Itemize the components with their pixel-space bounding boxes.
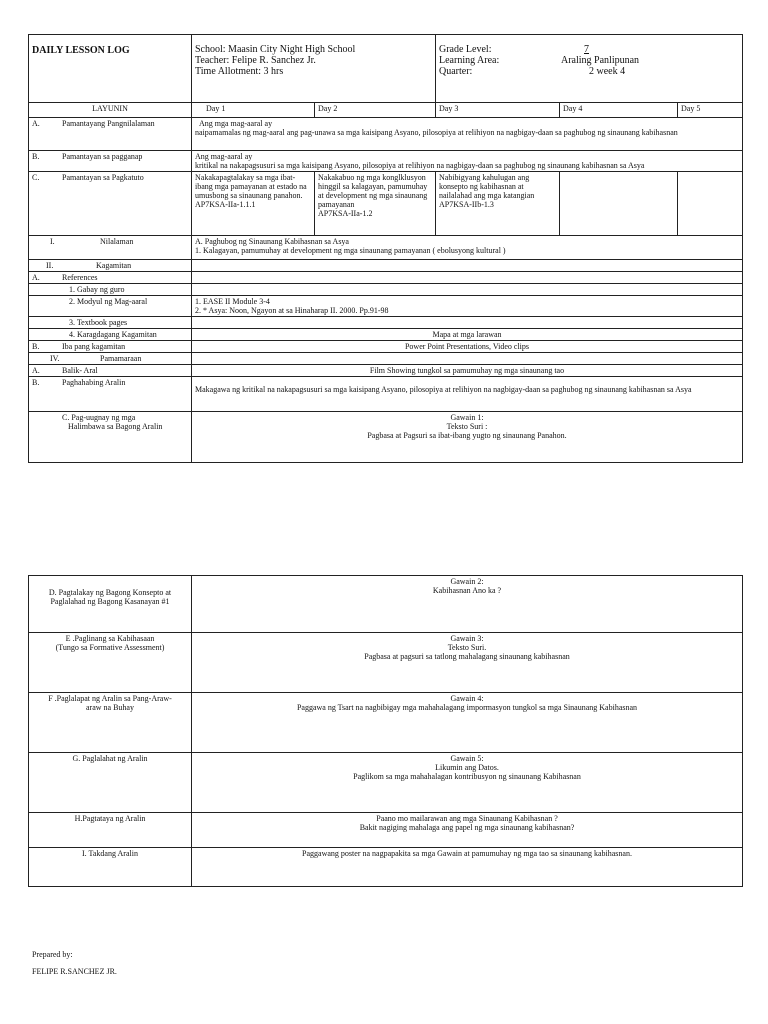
day2-header: Day 2 [315, 103, 436, 118]
quarter-value: 2 week 4 [589, 66, 626, 77]
iba-pang-content: Power Point Presentations, Video clips [192, 341, 743, 353]
row-label-paglalahat: G. Paglalahat ng Aralin [29, 753, 192, 813]
row-label-kagamitan: II. Kagamitan [29, 260, 192, 272]
day1-header: Day 1 [192, 103, 315, 118]
row-label-a: A. Pamantayang Pangnilalaman [29, 118, 192, 151]
pagtataya-content: Paano mo mailarawan ang mga Sinaunang Kabihasnan ? Bakit nagiging mahalaga ang papel ng mga sinaunang kabihasnan? [192, 813, 743, 848]
row-label-paghahabi: B. Paghahabing Aralin [29, 377, 192, 412]
row-label-pag-uugnay: C. Pag-uugnay ng mga Halimbawa sa Bagong Aralin [29, 412, 192, 463]
day3-header: Day 3 [436, 103, 560, 118]
school-name: School: Maasin City Night High School [195, 44, 356, 55]
paghahabi-content: Makagawa ng kritikal na nakapagsusuri sa mga kaisipang Asyano, pilosopiya at relihiyon na nagbigay-daan sa paghubog ng sinaunang kabihasnan sa Asya [192, 377, 743, 412]
layunin-header: LAYUNIN [29, 103, 192, 118]
grade-value: 7 [584, 44, 589, 55]
nilalaman-content: A. Paghubog ng Sinaunang Kabihasnan sa Asya 1. Kalagayan, pamumuhay at development ng mga sinaunang pamayanan ( ebolusyong kultural ) [192, 236, 743, 260]
performance-standard: Ang mag-aaral ay kritikal na nakapagsusuri sa mga kaisipang Asyano, pilosopiya at relihiyon na nagbigay-daan sa paghubog ng sinaunang kabihasnan sa Asya [192, 151, 743, 172]
day5-header: Day 5 [678, 103, 743, 118]
row-label-pagtataya: H.Pagtataya ng Aralin [29, 813, 192, 848]
takdang-aralin-content: Paggawang poster na nagpapakita sa mga Gawain at pamumuhay ng mga tao sa sinaunang kabihasnan. [192, 848, 743, 887]
area-value: Araling Panlipunan [561, 55, 640, 66]
lesson-log-table-continued [28, 575, 743, 887]
row-label-references: A. References [29, 272, 192, 284]
teacher-name: Teacher: Felipe R. Sanchez Jr. [195, 55, 316, 66]
paglalapat-content: Gawain 4: Paggawa ng Tsart na nagbibigay mga mahahalagang impormasyon tungkol sa mga Sinaunang Kabihasnan [192, 693, 743, 753]
time-allotment: Time Allotment: 3 hrs [195, 66, 284, 77]
competency-day3: Nabibigyang kahulugan ang konsepto ng kabihasnan at nailalahad ang mga katangian AP7KSA-IIb-1.3 [436, 172, 560, 236]
prepared-by-label: Prepared by: [32, 950, 73, 959]
row-label-c: C. Pamantayan sa Pagkatuto [29, 172, 192, 236]
area-label: Learning Area: [439, 55, 500, 66]
competency-day5 [678, 172, 743, 236]
row-label-balik-aral: A. Balik- Aral [29, 365, 192, 377]
course-info [436, 35, 743, 103]
paglalahat-content: Gawain 5: Likumin ang Datos. Paglikom sa mga mahahalagan kontribusyon ng sinaunang Kabihasnan [192, 753, 743, 813]
pagtalakay-content: Gawain 2: Kabihasnan Ano ka ? [192, 576, 743, 633]
row-label-b: B. Pamantayan sa pagganap [29, 151, 192, 172]
school-info [192, 35, 436, 103]
modyul-content: 1. EASE II Module 3-4 2. * Asya: Noon, Ngayon at sa Hinaharap II. 2000. Pp.91-98 [192, 296, 743, 317]
competency-day2: Nakakabuo ng mga konglklusyon hinggil sa kalagayan, pamumuhay at development ng mga sinaunang pamayanan AP7KSA-IIa-1.2 [315, 172, 436, 236]
row-label-takdang-aralin: I. Takdang Aralin [29, 848, 192, 887]
row-label-iba-pang: B. Iba pang kagamitan [29, 341, 192, 353]
row-label-karagdagang: 4. Karagdagang Kagamitan [29, 329, 192, 341]
content-standard: Ang mga mag-aaral ay naipamamalas ng mag-aaral ang pag-unawa sa mga kaisipang Asyano, pilosopiya at relihiyon na nagbigay-daan sa paghubog ng sinaunang kabihasnan [192, 118, 743, 151]
row-label-gabay: 1. Gabay ng guro [29, 284, 192, 296]
document-title: DAILY LESSON LOG [29, 35, 192, 103]
paglinang-content: Gawain 3: Teksto Suri. Pagbasa at pagsuri sa tatlong mahalagang sinaunang kabihasnan [192, 633, 743, 693]
row-label-paglinang: E .Paglinang sa Kabihasaan (Tungo sa Formative Assessment) [29, 633, 192, 693]
competency-day4 [560, 172, 678, 236]
lesson-log-table [28, 34, 743, 463]
quarter-label: Quarter: [439, 66, 473, 77]
prepared-by-name: FELIPE R.SANCHEZ JR. [32, 967, 117, 976]
pag-uugnay-content: Gawain 1: Teksto Suri : Pagbasa at Pagsuri sa ibat-ibang yugto ng sinaunang Panahon. [192, 412, 743, 463]
row-label-modyul: 2. Modyul ng Mag-aaral [29, 296, 192, 317]
balik-aral-content: Film Showing tungkol sa pamumuhay ng mga sinaunang tao [192, 365, 743, 377]
row-label-pagtalakay: D. Pagtalakay ng Bagong Konsepto at Paglalahad ng Bagong Kasanayan #1 [29, 576, 192, 633]
row-label-nilalaman: I. Nilalaman [29, 236, 192, 260]
day4-header: Day 4 [560, 103, 678, 118]
competency-day1: Nakakapagtalakay sa mga ibat-ibang mga pamayanan at estado na umusbong sa sinaunang panahon. AP7KSA-IIa-1.1.1 [192, 172, 315, 236]
row-label-paglalapat: F .Paglalapat ng Aralin sa Pang-Araw-araw na Buhay [29, 693, 192, 753]
row-label-textbook: 3. Textbook pages [29, 317, 192, 329]
grade-label: Grade Level: [439, 44, 492, 55]
karagdagang-content: Mapa at mga larawan [192, 329, 743, 341]
row-label-pamamaraan: IV. Pamamaraan [29, 353, 192, 365]
